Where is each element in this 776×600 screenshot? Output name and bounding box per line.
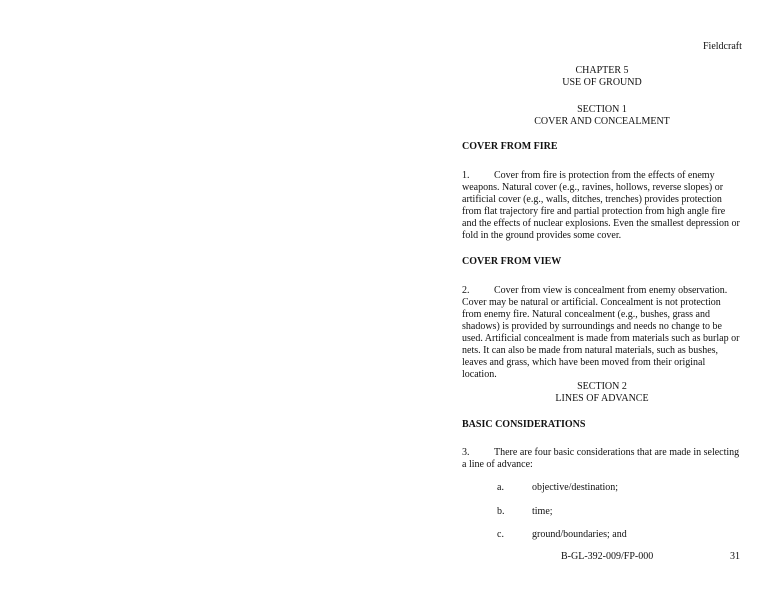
chapter-title: USE OF GROUND [562, 77, 642, 88]
list-item-letter: b. [497, 506, 505, 517]
heading-basic-considerations: BASIC CONSIDERATIONS [462, 419, 586, 430]
section-2-title: LINES OF ADVANCE [555, 393, 649, 404]
paragraph-2-text: Cover from view is concealment from enemy observation. Cover may be natural or artificial. Concealment is not protection from enemy fire. Natural concealment (e.g., bushes, grass and shadows) is provided by surroundings and needs no change to be used. Artificial concealment is made from materials such as burlap or nets. It can also be made from natural materials, such as bushes, leaves and grass, which have been moved from their original location. [462, 285, 740, 380]
paragraph-2-number: 2. [462, 285, 470, 296]
heading-cover-from-fire: COVER FROM FIRE [462, 141, 558, 152]
paragraph-1 [462, 170, 742, 242]
section-1-title: COVER AND CONCEALMENT [534, 116, 670, 127]
paragraph-3 [462, 447, 742, 471]
chapter-number: CHAPTER 5 [575, 65, 629, 76]
section-1-number: SECTION 1 [577, 104, 627, 115]
section-2-number: SECTION 2 [577, 381, 627, 392]
paragraph-2 [462, 285, 742, 381]
list-item-text: ground/boundaries; and [532, 529, 627, 540]
list-item-letter: a. [497, 482, 504, 493]
list-item-text: objective/destination; [532, 482, 619, 493]
heading-cover-from-view: COVER FROM VIEW [462, 256, 562, 267]
list-item-text: time; [532, 506, 553, 517]
list-item [497, 529, 627, 541]
list-item [497, 506, 553, 518]
paragraph-3-number: 3. [462, 447, 470, 458]
footer-page-number: 31 [730, 551, 740, 562]
paragraph-1-number: 1. [462, 170, 470, 181]
list-item [497, 482, 618, 494]
paragraph-1-text: Cover from fire is protection from the effects of enemy weapons. Natural cover (e.g., ravines, hollows, reverse slopes) or artificial cover (e.g., walls, ditches, trenches) provides protection from flat trajectory fire and partial protection from high angle fire and the effects of nuclear explosions. Even the smallest depression or fold in the ground provides some cover. [462, 170, 740, 241]
list-item-letter: c. [497, 529, 504, 540]
footer-doc-code: B-GL-392-009/FP-000 [561, 551, 654, 562]
running-title: Fieldcraft [703, 41, 742, 52]
paragraph-3-text: There are four basic considerations that are made in selecting a line of advance: [462, 447, 740, 470]
